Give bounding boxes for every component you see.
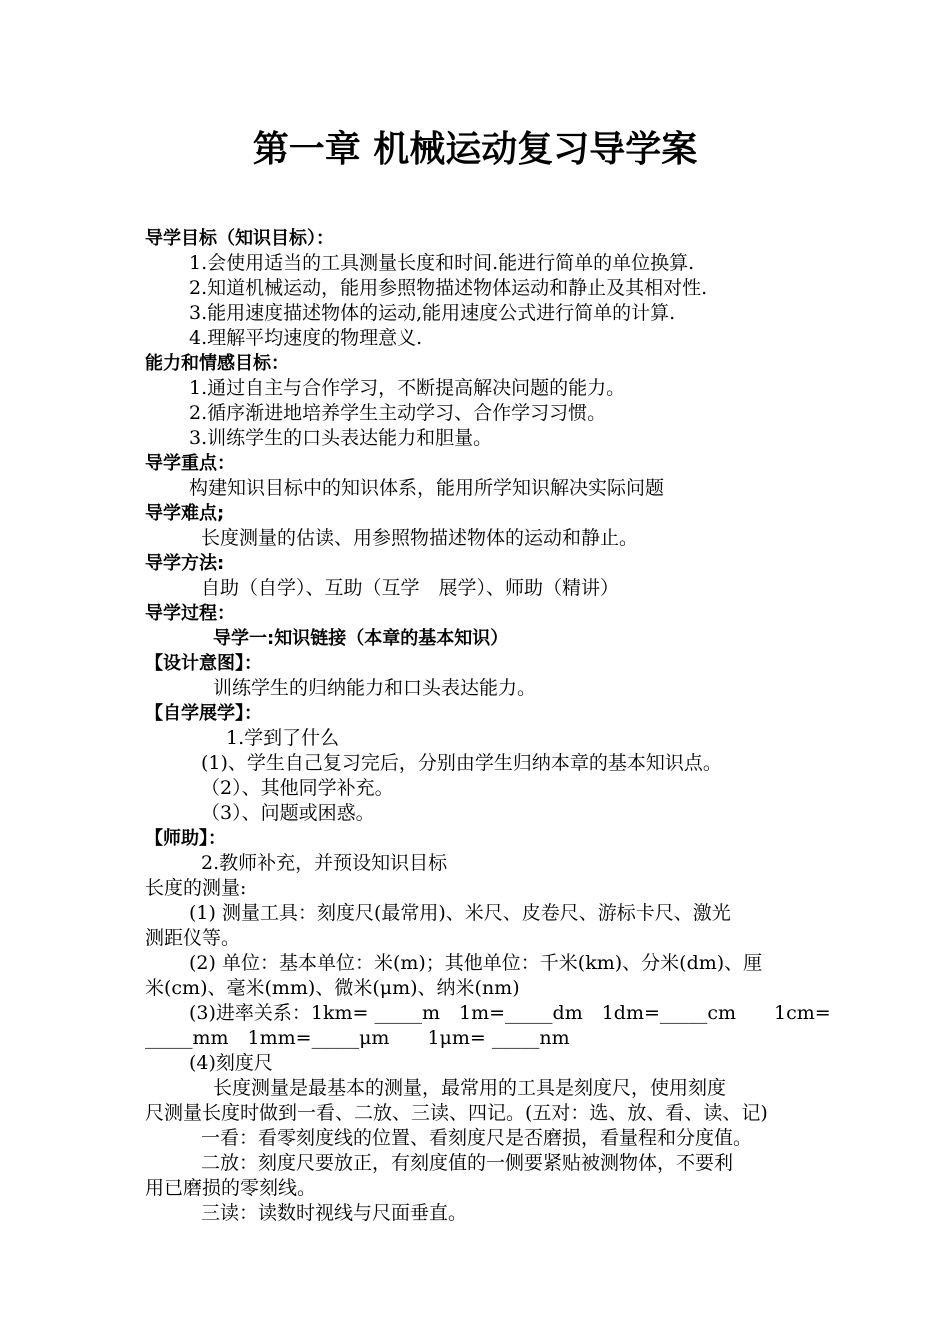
heading-ability-goals: 能力和情感目标： (145, 353, 289, 374)
ruler-step-place-line-1: 二放：刻度尺要放正，有刻度值的一侧要紧贴被测物体，不要利 (201, 1152, 734, 1174)
heading-process: 导学过程： (145, 603, 235, 624)
methods-text: 自助（自学）、互助（互学 展学）、师助（精讲） (201, 577, 620, 599)
document-title: 第一章 机械运动复习导学案 (252, 129, 698, 170)
heading-knowledge-goals: 导学目标（知识目标）： (145, 228, 334, 249)
difficulties-text: 长度测量的估读、用参照物描述物体的运动和静止。 (201, 527, 639, 549)
ability-goal-2: 2.循序渐进地培养学生主动学习、合作学习习惯。 (189, 402, 607, 424)
knowledge-goal-4: 4.理解平均速度的物理意义. (189, 327, 423, 349)
heading-teacher-help: 【师助】： (145, 828, 226, 849)
self-study-item-1: 1.学到了什么 (226, 727, 340, 749)
units-line-1: (2) 单位：基本单位：米(m)；其他单位：千米(km)、分米(dm)、厘 (189, 952, 763, 974)
key-points-text: 构建知识目标中的知识体系，能用所学知识解决实际问题 (189, 477, 665, 499)
measurement-tools-line-2: 测距仪等。 (145, 927, 241, 949)
self-study-sub-1: (1)、学生自己复习完后，分别由学生归纳本章的基本知识点。 (201, 752, 722, 774)
ruler-paragraph-line-1: 长度测量是最基本的测量，最常用的工具是刻度尺，使用刻度 (213, 1077, 727, 1099)
ability-goal-1: 1.通过自主与合作学习，不断提高解决问题的能力。 (189, 377, 626, 399)
ruler-step-read: 三读：读数时视线与尺面垂直。 (201, 1202, 468, 1224)
ruler-heading: (4)刻度尺 (189, 1052, 273, 1074)
knowledge-goal-3: 3.能用速度描述物体的运动,能用速度公式进行简单的计算. (189, 302, 676, 324)
conversion-line-1: (3)进率关系：1km= _____m 1m=_____dm 1dm=_____cm 1cm= (189, 1002, 831, 1024)
length-measurement-heading: 长度的测量: (145, 877, 247, 899)
heading-difficulties: 导学难点; (145, 503, 225, 524)
heading-design-intent: 【设计意图】： (145, 653, 262, 674)
knowledge-goal-2: 2.知道机械运动，能用参照物描述物体运动和静止及其相对性. (189, 277, 708, 299)
self-study-sub-3: （3）、问题或困惑。 (201, 802, 375, 824)
conversion-line-2: _____mm 1mm=_____μm 1μm= _____nm (145, 1027, 570, 1049)
teacher-help-item-2: 2.教师补充，并预设知识目标 (201, 852, 448, 874)
ruler-paragraph-line-2: 尺测量长度时做到一看、二放、三读、四记。(五对：选、放、看、读、记) (145, 1102, 768, 1124)
self-study-sub-2: （2）、其他同学补充。 (201, 777, 394, 799)
units-line-2: 米(cm)、毫米(mm)、微米(μm)、纳米(nm) (145, 977, 520, 999)
heading-methods: 导学方法: (145, 553, 225, 574)
heading-self-study: 【自学展学】： (145, 703, 262, 724)
design-intent-text: 训练学生的归纳能力和口头表达能力。 (213, 677, 537, 699)
ruler-step-look: 一看：看零刻度线的位置、看刻度尺是否磨损，看量程和分度值。 (201, 1127, 753, 1149)
measurement-tools-line-1: (1) 测量工具：刻度尺(最常用)、米尺、皮卷尺、游标卡尺、激光 (189, 902, 731, 924)
heading-key-points: 导学重点： (145, 453, 235, 474)
ability-goal-3: 3.训练学生的口头表达能力和胆量。 (189, 427, 493, 449)
knowledge-goal-1: 1.会使用适当的工具测量长度和时间.能进行简单的单位换算. (189, 252, 695, 274)
section-knowledge-link: 导学一:知识链接（本章的基本知识） (213, 628, 509, 649)
ruler-step-place-line-2: 用已磨损的零刻线。 (145, 1177, 317, 1199)
